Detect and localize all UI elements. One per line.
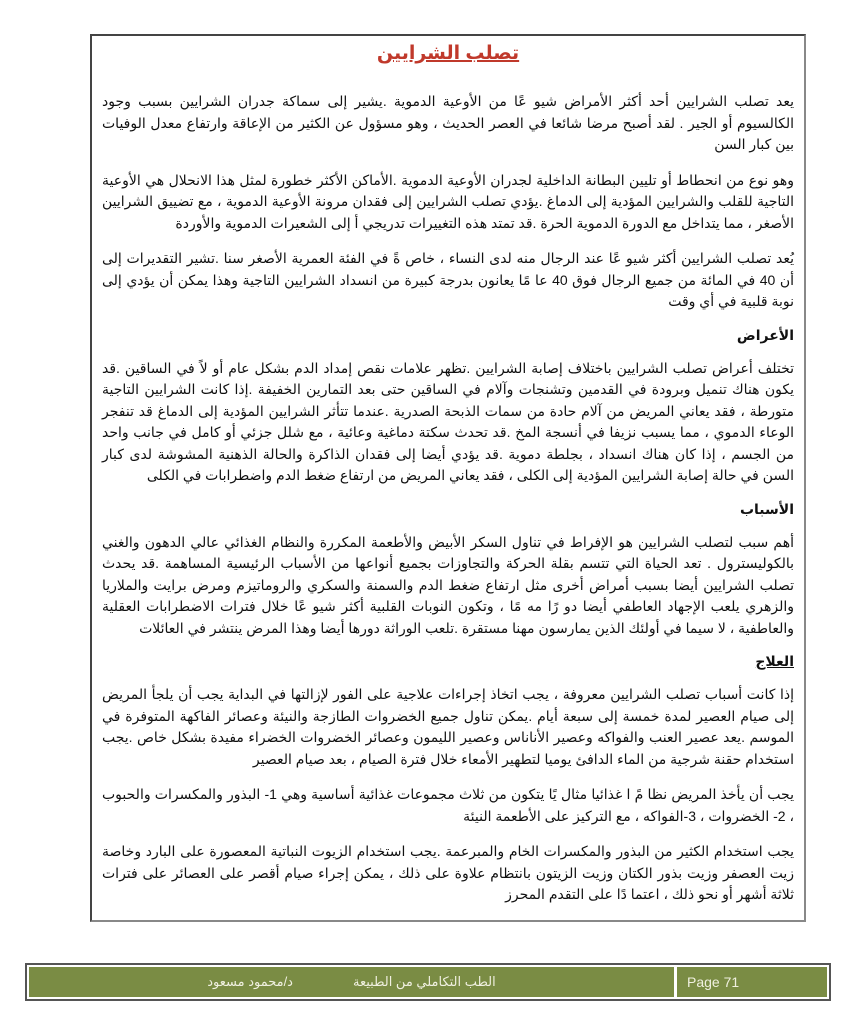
treatment-paragraph-2: يجب أن يأخذ المريض نظا مً ا غذائيا مثال يًا يتكون من ثلاث مجموعات غذائية أساسية وهي 1- البذور والمكسرات والحبوب ، 2- الخضروات ، 3-الفواكه ، مع التركيز على الأطعمة النيئة (102, 786, 794, 824)
symptoms-paragraph: تختلف أعراض تصلب الشرايين باختلاف إصابة الشرايين .تظهر علامات نقص إمداد الدم بشكل عام أو لاً في الساقين .قد يكون هناك تنميل وبرودة في القدمين وتشنجات وآلام في الساقين حتى بعد التمارين الخفيفة .إذا كانت الشرايين التاجية متورطة ، فقد يعاني المريض من آلام حادة من سمات الذبحة الصدرية .عندما تتأثر الشرايين المؤدية إلى الدماغ قد تنفجر الوعاء الدموي ، مما يسبب نزيفا في أنسجة المخ .قد تحدث سكتة دماغية وعائية ، مع شلل جزئي أو كامل في جانب واحد من الجسم ، إذا كان هناك انسداد ، بجلطة دموية .قد يؤدي أيضا إلى فقدان الذاكرة والحالة الذهنية المشوشة لدى كبار السن في حالة إصابة الشرايين المؤدية إلى الكلى ، فقد يعاني المريض من ارتفاع ضغط الدم واضطرابات في الكلى (102, 359, 794, 483)
symptoms-heading: الأعراض (736, 326, 794, 343)
treatment-heading: العلاج (755, 653, 794, 669)
footer-book-title: الطب التكاملي من الطبيعة (352, 974, 496, 989)
intro-paragraph-1: يعد تصلب الشرايين أحد أكثر الأمراض شيو عًا من الأوعية الدموية .يشير إلى سماكة جدران الشرايين بسبب وجود الكالسيوم أو الجير . لقد أصبح مرضا شائعا في العصر الحديث ، وهو مسؤول عن الكثير من الإعاقة وارتفاع معدل الوفيات بين كبار السن (102, 93, 794, 152)
intro-paragraph-3: يُعد تصلب الشرايين أكثر شيو عًا عند الرجال منه لدى النساء ، خاص ةً في الفئة العمرية الأصغر سنا .تشير التقديرات إلى أن 40 في المائة من جميع الرجال فوق 40 عا مًا يعانون بدرجة كبيرة من انسداد الشرايين التاجية وهذا يمكن أن يؤدي إلى نوبة قلبية في أي وقت (102, 250, 794, 309)
document-content (90, 34, 806, 922)
treatment-paragraph-1: إذا كانت أسباب تصلب الشرايين معروفة ، يجب اتخاذ إجراءات علاجية على الفور لإزالتها في البداية يجب أن يلجأ المريض إلى صيام العصير لمدة خمسة إلى سبعة أيام .يمكن تناول جميع الخضروات الطازجة والنيئة وعصائر الفاكهة المتوفرة في الموسم .يعد عصير العنب والفواكه وعصير الأناناس وعصير الليمون وعصائر الخضروات الخضراء مفيدة بشكل خاص .يجب استخدام حقنة شرجية من الماء الدافئ يوميا لتطهير الأمعاء خلال فترة الصيام ، بعد صيام العصير (102, 686, 794, 767)
page-title: تصلب الشرايين (376, 43, 520, 64)
footer-title-cell (29, 967, 674, 997)
intro-paragraph-2: وهو نوع من انحطاط أو تليين البطانة الداخلية لجدران الأوعية الدموية .الأماكن الأكثر خطورة لمثل هذا الانحلال هي الأوعية التاجية للقلب والشرايين المؤدية إلى الدماغ .يؤدي تصلب الشرايين إلى فقدان مرونة الأوعية الدموية ، مع تضييق الشرايين الأصغر ، مما يتداخل مع الدورة الدموية الحرة .قد تمتد هذه التغييرات تدريجي أ إلى الشعيرات الدموية والأوردة (102, 171, 794, 231)
page-number: Page 71 (677, 967, 827, 997)
causes-paragraph: أهم سبب لتصلب الشرايين هو الإفراط في تناول السكر الأبيض والأطعمة المكررة والنظام الغذائي عالي الدهون والغني بالكوليسترول . تعد الحياة التي تتسم بقلة الحركة والتجاوزات بجميع أنواعها من الأسباب الرئيسية المساهمة .قد يحدث تصلب الشرايين أيضا بسبب أمراض أخرى مثل ارتفاع ضغط الدم والسمنة والسكري والروماتيزم ومرض برايت والملاريا والزهري يلعب الإجهاد العاطفي أيضا دو رًا مه مًا ، وتكون النوبات القلبية أكثر شيو عًا خلال فترات الاضطرابات العقلية والعاطفية ، لا سيما في أولئك الذين يمارسون مهنا مستقرة .تلعب الوراثة دورها أيضا وهذا المرض ينتشر في العائلات (102, 533, 794, 636)
footer-author: د/محمود مسعود (207, 974, 293, 989)
treatment-paragraph-3: يجب استخدام الكثير من البذور والمكسرات الخام والمبرعمة .يجب استخدام الزيوت النباتية المعصورة على البارد وخاصة زيت العصفر وزيت بذور الكتان وزيت الزيتون بانتظام علاوة على ذلك ، يمكن إجراء صيام أقصر على العصائر على فترات ثلاثة أشهر أو نحو ذلك ، اعتما دًا على التقدم المحرز (102, 843, 794, 902)
causes-heading: الأسباب (739, 500, 794, 517)
page-footer (25, 963, 831, 1001)
